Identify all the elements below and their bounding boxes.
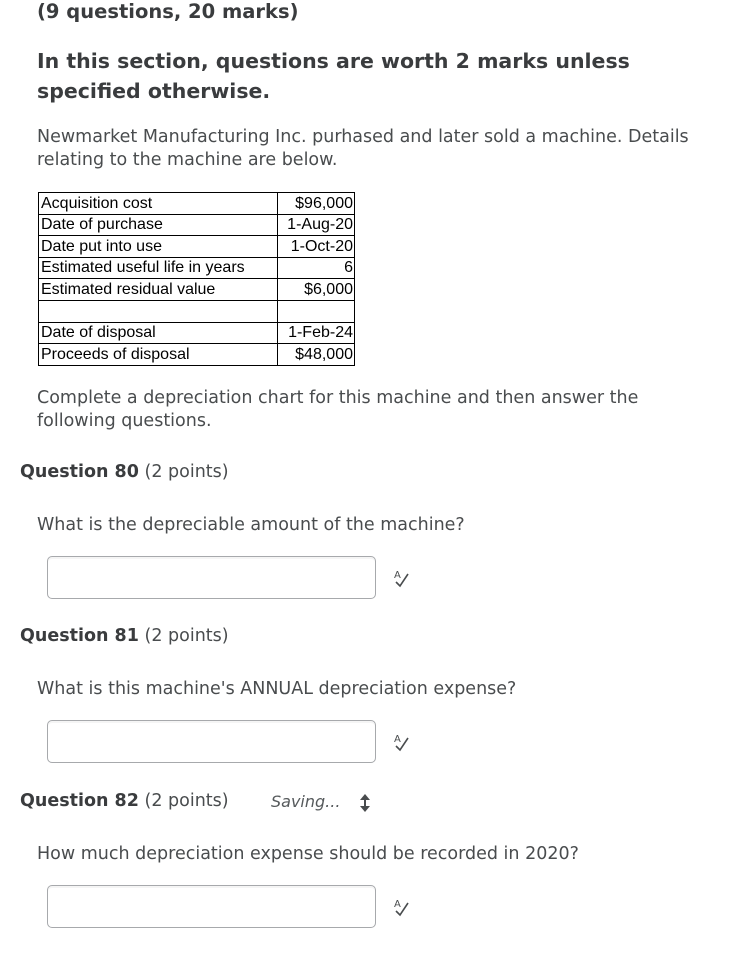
spell-check-icon[interactable] [391, 568, 411, 588]
question-82-text: How much depreciation expense should be recorded in 2020? [37, 844, 579, 864]
question-title: Question 81 [20, 626, 139, 646]
machine-details-table [38, 192, 355, 366]
svg-text:A: A [394, 570, 401, 581]
question-81-text: What is this machine's ANNUAL depreciation expense? [37, 679, 517, 699]
row-label: Estimated residual value [39, 279, 278, 301]
row-value: 6 [278, 257, 355, 279]
table-row [39, 322, 355, 344]
svg-text:A: A [394, 734, 401, 745]
sync-icon [357, 793, 373, 813]
question-points: (2 points) [144, 462, 229, 482]
table-row [39, 300, 355, 322]
row-value: $48,000 [278, 344, 355, 366]
question-points: (2 points) [144, 626, 229, 646]
spell-check-icon[interactable] [391, 897, 411, 917]
row-label: Date of disposal [39, 322, 278, 344]
row-value [278, 300, 355, 322]
question-80-header [20, 462, 229, 482]
table-row [39, 236, 355, 258]
row-value: 1-Oct-20 [278, 236, 355, 258]
row-label [39, 300, 278, 322]
question-title: Question 80 [20, 462, 139, 482]
row-label: Estimated useful life in years [39, 257, 278, 279]
table-row [39, 279, 355, 301]
row-label: Date put into use [39, 236, 278, 258]
question-points: (2 points) [144, 791, 229, 811]
row-label: Proceeds of disposal [39, 344, 278, 366]
question-title: Question 82 [20, 791, 139, 811]
svg-text:A: A [394, 899, 401, 910]
table-row [39, 214, 355, 236]
follow-up-text: Complete a depreciation chart for this machine and then answer the following questions. [37, 388, 639, 431]
row-value: $6,000 [278, 279, 355, 301]
question-82-header [20, 791, 229, 811]
table-row [39, 344, 355, 366]
row-value: 1-Feb-24 [278, 322, 355, 344]
table-row [39, 193, 355, 215]
spell-check-icon[interactable] [391, 732, 411, 752]
row-value: $96,000 [278, 193, 355, 215]
section-instruction: In this section, questions are worth 2 marks unless specified otherwise. [37, 49, 630, 103]
question-80-text: What is the depreciable amount of the machine? [37, 515, 465, 535]
row-label: Acquisition cost [39, 193, 278, 215]
saving-status: Saving... [271, 792, 341, 811]
question-81-answer-input[interactable] [47, 720, 376, 763]
question-82-answer-input[interactable] [47, 885, 376, 928]
section-header: (9 questions, 20 marks) [37, 0, 299, 23]
question-81-header [20, 626, 229, 646]
row-value: 1-Aug-20 [278, 214, 355, 236]
row-label: Date of purchase [39, 214, 278, 236]
table-row [39, 257, 355, 279]
intro-text: Newmarket Manufacturing Inc. purhased and later sold a machine. Details relating to the machine are below. [37, 127, 689, 170]
question-80-answer-input[interactable] [47, 556, 376, 599]
